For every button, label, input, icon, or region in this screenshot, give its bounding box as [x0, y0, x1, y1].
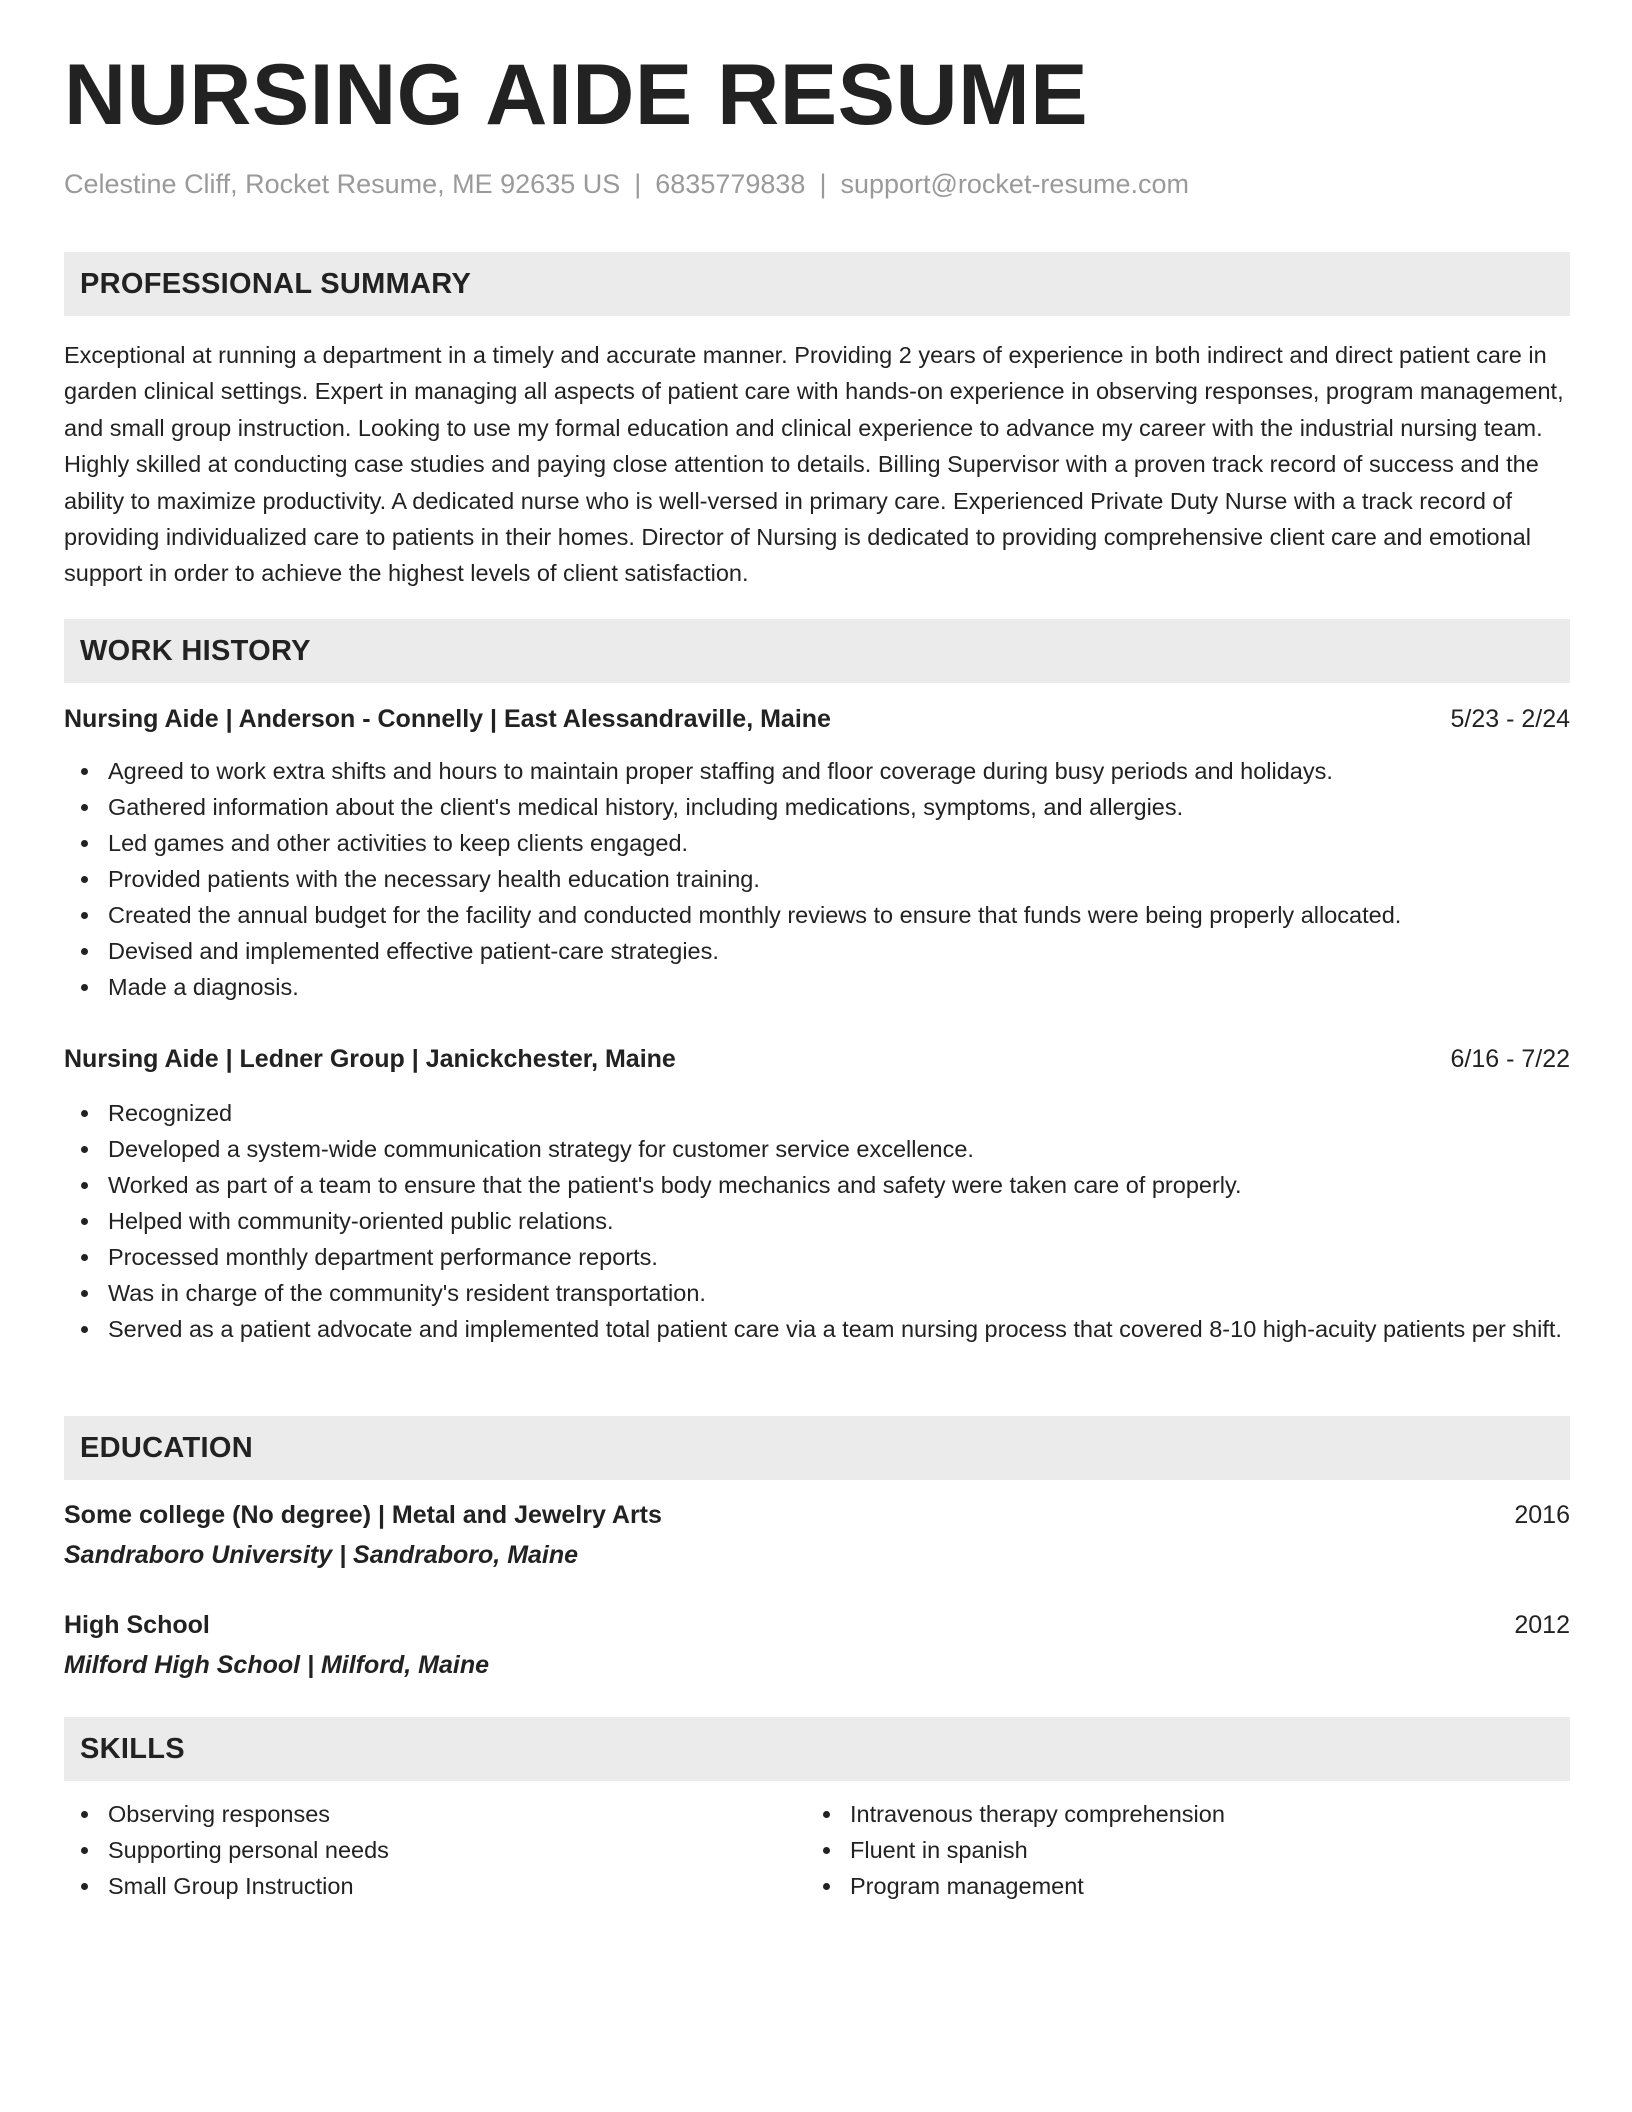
contact-line [64, 168, 1189, 200]
list-item: Created the annual budget for the facility and conducted monthly reviews to ensure that funds were being properly allocated. [64, 897, 1570, 933]
section-title-summary: PROFESSIONAL SUMMARY [80, 268, 472, 300]
job-dates: 6/16 - 7/22 [1450, 1045, 1570, 1073]
skill-item: Intravenous therapy comprehension [806, 1796, 1632, 1832]
list-item: Was in charge of the community's resident transportation. [64, 1275, 1570, 1311]
job-bullet-list [64, 1095, 1570, 1347]
list-item: Made a diagnosis. [64, 969, 1570, 1005]
education-year: 2012 [1514, 1611, 1570, 1639]
list-item: Devised and implemented effective patient-care strategies. [64, 933, 1570, 969]
list-item: Served as a patient advocate and implemented total patient care via a team nursing process that covered 8-10 high-acuity patients per shift. [64, 1311, 1570, 1347]
resume-title: NURSING AIDE RESUME [64, 47, 1089, 143]
education-degree: High School [64, 1611, 210, 1639]
section-header-skills [64, 1717, 1570, 1781]
skill-item: Fluent in spanish [806, 1832, 1632, 1868]
skill-item: Program management [806, 1868, 1632, 1904]
job-header [64, 701, 1570, 737]
list-item: Gathered information about the client's medical history, including medications, symptoms, and allergies. [64, 789, 1570, 825]
job-title: Nursing Aide | Anderson - Connelly | East Alessandraville, Maine [64, 705, 831, 733]
section-header-education [64, 1416, 1570, 1480]
list-item: Provided patients with the necessary health education training. [64, 861, 1570, 897]
contact-email: support@rocket-resume.com [840, 169, 1189, 199]
education-entry-header [64, 1497, 1570, 1533]
contact-separator: | [819, 169, 827, 199]
list-item: Developed a system-wide communication strategy for customer service excellence. [64, 1131, 1570, 1167]
job-title: Nursing Aide | Ledner Group | Janickchester, Maine [64, 1045, 676, 1073]
education-degree: Some college (No degree) | Metal and Jewelry Arts [64, 1501, 662, 1529]
education-school: Sandraboro University | Sandraboro, Maine [64, 1541, 579, 1569]
list-item: Processed monthly department performance reports. [64, 1239, 1570, 1275]
job-header [64, 1041, 1570, 1077]
education-entry-header [64, 1607, 1570, 1643]
skills-list-right [806, 1796, 1632, 1904]
job-dates: 5/23 - 2/24 [1450, 705, 1570, 733]
skill-item: Small Group Instruction [64, 1868, 1570, 1904]
section-header-summary [64, 252, 1570, 316]
list-item: Helped with community-oriented public relations. [64, 1203, 1570, 1239]
section-header-work-history [64, 619, 1570, 683]
contact-address: Celestine Cliff, Rocket Resume, ME 92635 US [64, 169, 621, 199]
section-title-skills: SKILLS [80, 1733, 185, 1765]
list-item: Agreed to work extra shifts and hours to maintain proper staffing and floor coverage during busy periods and holidays. [64, 753, 1570, 789]
skill-item: Observing responses [64, 1796, 1570, 1832]
education-year: 2016 [1514, 1501, 1570, 1529]
job-bullet-list [64, 753, 1570, 1005]
summary-text: Exceptional at running a department in a timely and accurate manner. Providing 2 years of experience in both indirect and direct patient care in garden clinical settings. Expert in managing all aspects of patient care with hands-on experience in observing responses, program management, and small group instruction. Looking to use my formal education and clinical experience to advance my career with the industrial nursing team. Highly skilled at conducting case studies and paying close attention to details. Billing Supervisor with a proven track record of success and the ability to maximize productivity. A dedicated nurse who is well-versed in primary care. Experienced Private Duty Nurse with a track record of providing individualized care to patients in their homes. Director of Nursing is dedicated to providing comprehensive client care and emotional support in order to achieve the highest levels of client satisfaction. [64, 342, 1564, 587]
list-item: Recognized [64, 1095, 1570, 1131]
list-item: Led games and other activities to keep clients engaged. [64, 825, 1570, 861]
contact-phone: 6835779838 [655, 169, 806, 199]
list-item: Worked as part of a team to ensure that the patient's body mechanics and safety were taken care of properly. [64, 1167, 1570, 1203]
skill-item: Supporting personal needs [64, 1832, 1570, 1868]
section-title-education: EDUCATION [80, 1432, 253, 1464]
education-school: Milford High School | Milford, Maine [64, 1651, 490, 1679]
section-title-work-history: WORK HISTORY [80, 635, 311, 667]
contact-separator: | [634, 169, 642, 199]
